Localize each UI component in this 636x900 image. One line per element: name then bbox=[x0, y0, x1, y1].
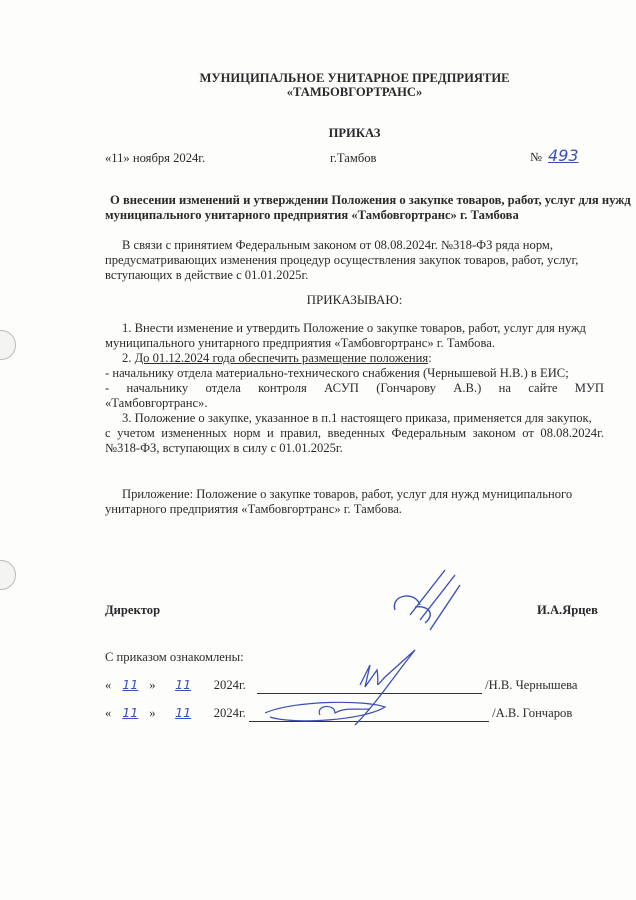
order-city: г.Тамбов bbox=[330, 151, 377, 165]
ack-name: /Н.В. Чернышева bbox=[485, 678, 578, 692]
org-name-line2: «ТАМБОВГОРТРАНС» bbox=[286, 85, 423, 99]
acknowledgement-row: « 11 » 11 2024г. /А.В. Гончаров bbox=[105, 705, 573, 720]
employee-signatures bbox=[255, 645, 425, 735]
item-2a: - начальнику отдела материально-технического снабжения (Чернышевой Н.В.) в ЕИС; bbox=[105, 366, 569, 380]
acknowledgement-row: « 11 » 11 2024г. /Н.В. Чернышева bbox=[105, 677, 578, 692]
ack-month: 11 bbox=[175, 705, 192, 720]
document-type: ПРИКАЗ bbox=[328, 126, 381, 140]
title-line2: муниципального унитарного предприятия «Тамбовгортранс» г. Тамбова bbox=[105, 208, 519, 222]
item-1-line: 1. Внести изменение и утвердить Положение о закупке товаров, работ, услуг для нужд bbox=[122, 321, 586, 335]
ack-year: 2024г. bbox=[213, 706, 246, 720]
item-1-line: муниципального унитарного предприятия «Тамбовгортранс» г. Тамбова. bbox=[105, 336, 495, 350]
preamble-line: предусматривающих изменения процедур осуществления закупок товаров, работ, услуг, bbox=[105, 253, 579, 267]
punch-hole bbox=[0, 560, 16, 590]
ack-day: 11 bbox=[122, 677, 139, 692]
preamble-line: В связи с принятием Федеральным законом от 08.08.2024г. №318-ФЗ ряда норм, bbox=[122, 238, 554, 252]
punch-hole bbox=[0, 330, 16, 360]
order-number bbox=[530, 146, 585, 165]
director-signature bbox=[385, 565, 465, 645]
preamble-line: вступающих в действие с 01.01.2025г. bbox=[105, 268, 309, 282]
org-name-line1: МУНИЦИПАЛЬНОЕ УНИТАРНОЕ ПРЕДПРИЯТИЕ bbox=[199, 71, 510, 85]
ack-month: 11 bbox=[175, 677, 192, 692]
item-3-line: 3. Положение о закупке, указанное в п.1 настоящего приказа, применяется для закупок, bbox=[122, 411, 592, 425]
signatory-role: Директор bbox=[105, 603, 161, 617]
item-2 bbox=[105, 351, 604, 366]
title-line1: О внесении изменений и утверждении Положения о закупке товаров, работ, услуг для нужд bbox=[110, 193, 631, 207]
ack-day: 11 bbox=[122, 705, 139, 720]
appendix-line: унитарного предприятия «Тамбовгортранс» г. Тамбова. bbox=[105, 502, 402, 516]
item-3-line: №318-ФЗ, вступающих в силу с 01.01.2025г. bbox=[105, 441, 343, 455]
item-2-suffix: : bbox=[428, 351, 432, 365]
acknowledged-label: С приказом ознакомлены: bbox=[105, 650, 244, 664]
order-word: ПРИКАЗЫВАЮ: bbox=[306, 292, 403, 307]
number-value: 493 bbox=[548, 146, 579, 165]
item-2-prefix: 2. bbox=[122, 351, 135, 365]
ack-name: /А.В. Гончаров bbox=[492, 706, 573, 720]
item-2b-line: - начальнику отдела контроля АСУП (Гончарову А.В.) на сайте МУП bbox=[105, 381, 604, 395]
item-3-line: с учетом измененных норм и правил, введенных Федеральным законом от 08.08.2024г. bbox=[105, 426, 604, 440]
order-date: «11» ноября 2024г. bbox=[105, 151, 206, 165]
item-2b-line: «Тамбовгортранс». bbox=[105, 396, 208, 410]
number-prefix: № bbox=[530, 150, 543, 164]
item-2-deadline: До 01.12.2024 года обеспечить размещение положения bbox=[134, 351, 429, 365]
signatory-name: И.А.Ярцев bbox=[537, 603, 598, 617]
ack-year: 2024г. bbox=[213, 678, 246, 692]
appendix-line: Приложение: Положение о закупке товаров, работ, услуг для нужд муниципального bbox=[122, 487, 573, 501]
